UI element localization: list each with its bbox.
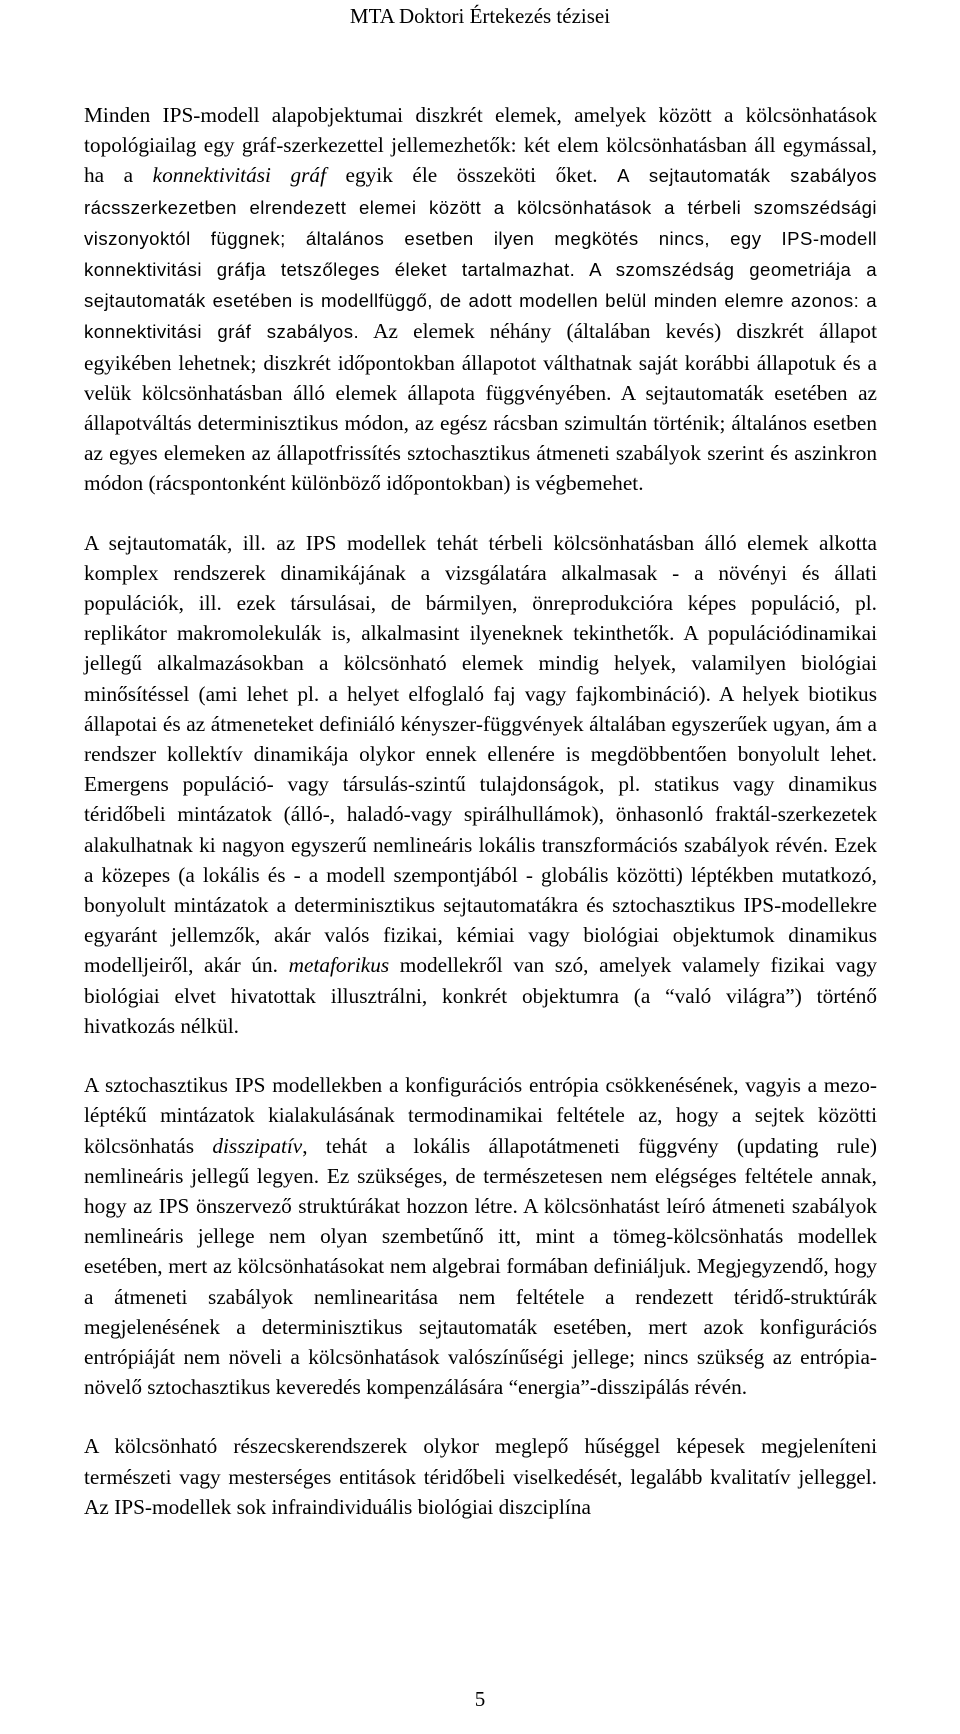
paragraph-2-emphasis: metaforikus xyxy=(288,953,390,978)
paragraph-1-emphasis: konnektivitási gráf xyxy=(152,163,326,188)
paragraph-1-sentence-3: Az elemek néhány (általában kevés) diszkrét állapot egyikében lehetnek; diszkrét időpontokban állapotot válthatnak saját korábbi állapotuk és a velük kölcsönhatásban álló elemek állapota függvényében. A sejtautomaták esetében az állapotváltás determinisztikus módon, az egész rácsban szimultán történik; általános esetben az egyes elemeken az állapotfrissítés sztochasztikus átmeneti szabályok szerint és aszinkron módon (rácspontonként különböző időpontokban) is végbemehet. xyxy=(84,319,877,496)
paragraph-2-text-a: A sejtautomaták, ill. az IPS modellek tehát térbeli kölcsönhatásban álló elemek alkotta komplex rendszerek dinamikájának a vizsgálatára alkalmasak - a növényi és állati populációk, ill. ezek társulásai, de bármilyen, önreprodukcióra képes populáció, pl. replikátor makromolekulák is, alkalmasint ilyeneknek tekinthetők. A populációdinamikai jellegű alkalmazásokban a kölcsönható elemek mindig helyek, valamilyen biológiai minősítéssel (ami lehet pl. a helyet elfoglaló faj vagy fajkombináció). A helyek biotikus állapotai és az átmeneteket definiáló kényszer-függvények általában egyszerűek ugyan, ám a rendszer kollektív dinamikája olykor ennek ellenére is megdöbbentően bonyolult lehet. Emergens populáció- vagy társulás-szintű tulajdonságok, pl. statikus vagy dinamikus téridőbeli mintázatok (álló-, haladó-vagy spirálhullámok), önhasonló fraktál-szerkezetek alakulhatnak ki nagyon egyszerű nemlineáris lokális transzformációs szabályok révén. Ezek a közepes (a lokális és - a modell szempontjából - globális közötti) léptékben mutatkozó, bonyolult mintázatok a determinisztikus sejtautomatákra és sztochasztikus IPS-modellekre egyaránt jellemzők, akár valós fizikai, kémiai vagy biológiai objektumok dinamikus modelljeiről, akár ún. xyxy=(84,530,877,978)
paragraph-1-sentence-1b: egyik éle összeköti őket. xyxy=(326,163,618,188)
paragraph-3-text-a: A sztochasztikus IPS modellekben a konfigurációs entrópia csökkenésének, vagyis a mezo-léptékű mintázatok kialakulásának termodinamikai feltétele az, hogy a sejtek közötti kölcsönhatás xyxy=(84,1073,877,1158)
paragraph-4 xyxy=(84,1431,877,1522)
document-body xyxy=(84,100,877,1522)
running-header: MTA Doktori Értekezés tézisei xyxy=(349,4,611,28)
paragraph-1-sans-passage: A sejtautomaták szabályos rácsszerkezetben elrendezett elemei között a kölcsönhatások a térbeli szomszédsági viszonyoktól függnek; általános esetben ilyen megkötés nincs, egy IPS-modell konnektivitási gráfja tetszőleges éleket tartalmazhat. A szomszédság geometriája a sejtautomaták esetében is modellfüggő, de adott modellen belül minden elemre azonos: a konnektivitási gráf szabályos. xyxy=(84,165,878,343)
paragraph-2 xyxy=(84,528,877,1041)
paragraph-3 xyxy=(84,1070,877,1402)
paragraph-1 xyxy=(84,100,877,499)
paragraph-3-text-b: , tehát a lokális állapotátmeneti függvény (updating rule) nemlineáris jellegű legyen. Ez szükséges, de természetesen nem elégséges feltétele annak, hogy az IPS önszervező struktúrákat hozzon létre. A kölcsönhatást leíró átmeneti szabályok nemlineáris jellege nem olyan szembetűnő itt, mint a tömeg-kölcsönhatás modellek esetében, mert az kölcsönhatásokat nem algebrai formában definiáljuk. Megjegyzendő, hogy a átmeneti szabályok nemlinearitása nem feltétele a rendezett téridő-struktúrák megjelenésének a determinisztikus sejtautomaták esetében, mert azok konfigurációs entrópiáját nem növeli a kölcsönhatások valószínűségi jellege; nincs szükség az entrópia-növelő sztochasztikus keveredés kompenzálására “energia”-disszipálás révén. xyxy=(84,1133,877,1400)
paragraph-4-text: A kölcsönható részecskerendszerek olykor meglepő hűséggel képesek megjeleníteni természeti vagy mesterséges entitások téridőbeli viselkedését, legalább kvalitatív jelleggel. Az IPS-modellek sok infraindividuális biológiai diszciplína xyxy=(84,1434,877,1519)
paragraph-1-sentence-1a: Minden IPS-modell alapobjektumai diszkrét elemek, amelyek között a kölcsönhatások topológiailag egy gráf-szerkezettel jellemezhetők: két elem kölcsönhatásban áll egymással, ha a xyxy=(84,103,877,188)
paragraph-2-text-b: modellekről van szó, amelyek valamely fizikai vagy biológiai elvet hivatottak illusztrálni, konkrét objektumra (a “való világra”) történő hivatkozás nélkül. xyxy=(84,953,877,1038)
paragraph-3-emphasis: disszipatív xyxy=(212,1133,303,1158)
page-number: 5 xyxy=(474,1687,486,1711)
